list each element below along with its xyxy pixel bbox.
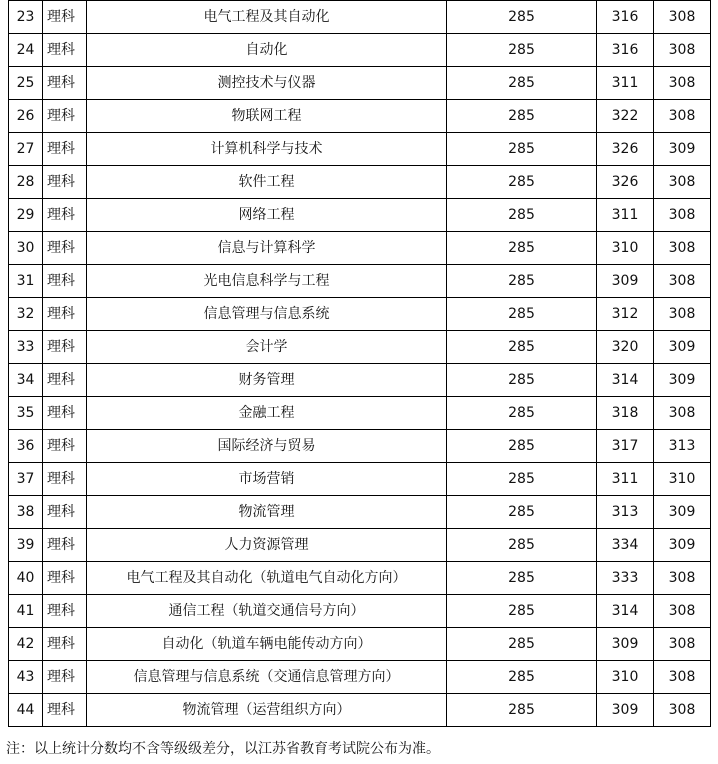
score-table bbox=[8, 0, 711, 727]
max-score: 309 bbox=[597, 628, 654, 661]
min-score: 285 bbox=[447, 430, 597, 463]
max-score: 311 bbox=[597, 199, 654, 232]
table-row bbox=[9, 661, 711, 694]
major-name: 信息与计算科学 bbox=[87, 232, 447, 265]
row-index: 30 bbox=[9, 232, 43, 265]
table-row bbox=[9, 331, 711, 364]
max-score: 326 bbox=[597, 133, 654, 166]
row-index: 38 bbox=[9, 496, 43, 529]
max-score: 311 bbox=[597, 463, 654, 496]
min-score: 285 bbox=[447, 397, 597, 430]
table-row bbox=[9, 34, 711, 67]
major-name: 电气工程及其自动化（轨道电气自动化方向） bbox=[87, 562, 447, 595]
min-score: 285 bbox=[447, 298, 597, 331]
major-name: 物联网工程 bbox=[87, 100, 447, 133]
major-name: 信息管理与信息系统 bbox=[87, 298, 447, 331]
avg-score: 308 bbox=[654, 397, 711, 430]
subject-category: 理科 bbox=[43, 133, 87, 166]
table-row bbox=[9, 298, 711, 331]
subject-category: 理科 bbox=[43, 364, 87, 397]
avg-score: 308 bbox=[654, 694, 711, 727]
max-score: 333 bbox=[597, 562, 654, 595]
row-index: 26 bbox=[9, 100, 43, 133]
max-score: 316 bbox=[597, 1, 654, 34]
min-score: 285 bbox=[447, 595, 597, 628]
min-score: 285 bbox=[447, 364, 597, 397]
min-score: 285 bbox=[447, 199, 597, 232]
min-score: 285 bbox=[447, 100, 597, 133]
min-score: 285 bbox=[447, 67, 597, 100]
table-row bbox=[9, 364, 711, 397]
min-score: 285 bbox=[447, 694, 597, 727]
subject-category: 理科 bbox=[43, 67, 87, 100]
min-score: 285 bbox=[447, 463, 597, 496]
subject-category: 理科 bbox=[43, 199, 87, 232]
avg-score: 308 bbox=[654, 34, 711, 67]
max-score: 310 bbox=[597, 232, 654, 265]
max-score: 318 bbox=[597, 397, 654, 430]
avg-score: 313 bbox=[654, 430, 711, 463]
min-score: 285 bbox=[447, 166, 597, 199]
avg-score: 308 bbox=[654, 661, 711, 694]
min-score: 285 bbox=[447, 529, 597, 562]
subject-category: 理科 bbox=[43, 529, 87, 562]
table-row bbox=[9, 430, 711, 463]
score-table-body bbox=[9, 1, 711, 727]
min-score: 285 bbox=[447, 34, 597, 67]
max-score: 314 bbox=[597, 364, 654, 397]
max-score: 312 bbox=[597, 298, 654, 331]
subject-category: 理科 bbox=[43, 430, 87, 463]
major-name: 自动化 bbox=[87, 34, 447, 67]
table-row bbox=[9, 463, 711, 496]
row-index: 24 bbox=[9, 34, 43, 67]
major-name: 网络工程 bbox=[87, 199, 447, 232]
table-row bbox=[9, 232, 711, 265]
avg-score: 309 bbox=[654, 364, 711, 397]
avg-score: 309 bbox=[654, 133, 711, 166]
major-name: 测控技术与仪器 bbox=[87, 67, 447, 100]
major-name: 物流管理 bbox=[87, 496, 447, 529]
row-index: 33 bbox=[9, 331, 43, 364]
subject-category: 理科 bbox=[43, 562, 87, 595]
subject-category: 理科 bbox=[43, 232, 87, 265]
max-score: 313 bbox=[597, 496, 654, 529]
row-index: 36 bbox=[9, 430, 43, 463]
row-index: 35 bbox=[9, 397, 43, 430]
major-name: 信息管理与信息系统（交通信息管理方向） bbox=[87, 661, 447, 694]
min-score: 285 bbox=[447, 1, 597, 34]
subject-category: 理科 bbox=[43, 331, 87, 364]
max-score: 309 bbox=[597, 265, 654, 298]
major-name: 光电信息科学与工程 bbox=[87, 265, 447, 298]
major-name: 计算机科学与技术 bbox=[87, 133, 447, 166]
subject-category: 理科 bbox=[43, 463, 87, 496]
table-row bbox=[9, 595, 711, 628]
row-index: 37 bbox=[9, 463, 43, 496]
subject-category: 理科 bbox=[43, 298, 87, 331]
min-score: 285 bbox=[447, 232, 597, 265]
avg-score: 308 bbox=[654, 562, 711, 595]
table-row bbox=[9, 694, 711, 727]
row-index: 41 bbox=[9, 595, 43, 628]
max-score: 309 bbox=[597, 694, 654, 727]
row-index: 42 bbox=[9, 628, 43, 661]
max-score: 311 bbox=[597, 67, 654, 100]
max-score: 326 bbox=[597, 166, 654, 199]
table-row bbox=[9, 562, 711, 595]
min-score: 285 bbox=[447, 628, 597, 661]
major-name: 会计学 bbox=[87, 331, 447, 364]
avg-score: 308 bbox=[654, 199, 711, 232]
subject-category: 理科 bbox=[43, 496, 87, 529]
major-name: 国际经济与贸易 bbox=[87, 430, 447, 463]
max-score: 334 bbox=[597, 529, 654, 562]
table-row bbox=[9, 67, 711, 100]
min-score: 285 bbox=[447, 133, 597, 166]
row-index: 28 bbox=[9, 166, 43, 199]
max-score: 320 bbox=[597, 331, 654, 364]
max-score: 322 bbox=[597, 100, 654, 133]
avg-score: 308 bbox=[654, 232, 711, 265]
row-index: 32 bbox=[9, 298, 43, 331]
avg-score: 308 bbox=[654, 628, 711, 661]
major-name: 电气工程及其自动化 bbox=[87, 1, 447, 34]
table-row bbox=[9, 133, 711, 166]
table-row bbox=[9, 1, 711, 34]
max-score: 317 bbox=[597, 430, 654, 463]
avg-score: 309 bbox=[654, 529, 711, 562]
subject-category: 理科 bbox=[43, 694, 87, 727]
subject-category: 理科 bbox=[43, 166, 87, 199]
table-row bbox=[9, 265, 711, 298]
avg-score: 308 bbox=[654, 595, 711, 628]
row-index: 23 bbox=[9, 1, 43, 34]
major-name: 人力资源管理 bbox=[87, 529, 447, 562]
subject-category: 理科 bbox=[43, 34, 87, 67]
table-row bbox=[9, 628, 711, 661]
min-score: 285 bbox=[447, 661, 597, 694]
avg-score: 308 bbox=[654, 166, 711, 199]
avg-score: 309 bbox=[654, 331, 711, 364]
footnote: 注：以上统计分数均不含等级级差分，以江苏省教育考试院公布为准。 bbox=[6, 741, 440, 757]
subject-category: 理科 bbox=[43, 397, 87, 430]
subject-category: 理科 bbox=[43, 661, 87, 694]
avg-score: 310 bbox=[654, 463, 711, 496]
subject-category: 理科 bbox=[43, 1, 87, 34]
table-row bbox=[9, 397, 711, 430]
table-row bbox=[9, 496, 711, 529]
avg-score: 308 bbox=[654, 100, 711, 133]
subject-category: 理科 bbox=[43, 100, 87, 133]
table-row bbox=[9, 199, 711, 232]
max-score: 316 bbox=[597, 34, 654, 67]
min-score: 285 bbox=[447, 331, 597, 364]
row-index: 27 bbox=[9, 133, 43, 166]
major-name: 物流管理（运营组织方向） bbox=[87, 694, 447, 727]
subject-category: 理科 bbox=[43, 595, 87, 628]
row-index: 43 bbox=[9, 661, 43, 694]
table-row bbox=[9, 100, 711, 133]
max-score: 310 bbox=[597, 661, 654, 694]
major-name: 自动化（轨道车辆电能传动方向） bbox=[87, 628, 447, 661]
subject-category: 理科 bbox=[43, 265, 87, 298]
avg-score: 308 bbox=[654, 265, 711, 298]
min-score: 285 bbox=[447, 265, 597, 298]
row-index: 44 bbox=[9, 694, 43, 727]
min-score: 285 bbox=[447, 496, 597, 529]
row-index: 34 bbox=[9, 364, 43, 397]
major-name: 通信工程（轨道交通信号方向） bbox=[87, 595, 447, 628]
subject-category: 理科 bbox=[43, 628, 87, 661]
table-row bbox=[9, 529, 711, 562]
row-index: 25 bbox=[9, 67, 43, 100]
row-index: 39 bbox=[9, 529, 43, 562]
major-name: 软件工程 bbox=[87, 166, 447, 199]
major-name: 金融工程 bbox=[87, 397, 447, 430]
min-score: 285 bbox=[447, 562, 597, 595]
major-name: 财务管理 bbox=[87, 364, 447, 397]
row-index: 31 bbox=[9, 265, 43, 298]
avg-score: 308 bbox=[654, 1, 711, 34]
table-row bbox=[9, 166, 711, 199]
row-index: 40 bbox=[9, 562, 43, 595]
avg-score: 308 bbox=[654, 298, 711, 331]
avg-score: 309 bbox=[654, 496, 711, 529]
major-name: 市场营销 bbox=[87, 463, 447, 496]
row-index: 29 bbox=[9, 199, 43, 232]
avg-score: 308 bbox=[654, 67, 711, 100]
max-score: 314 bbox=[597, 595, 654, 628]
